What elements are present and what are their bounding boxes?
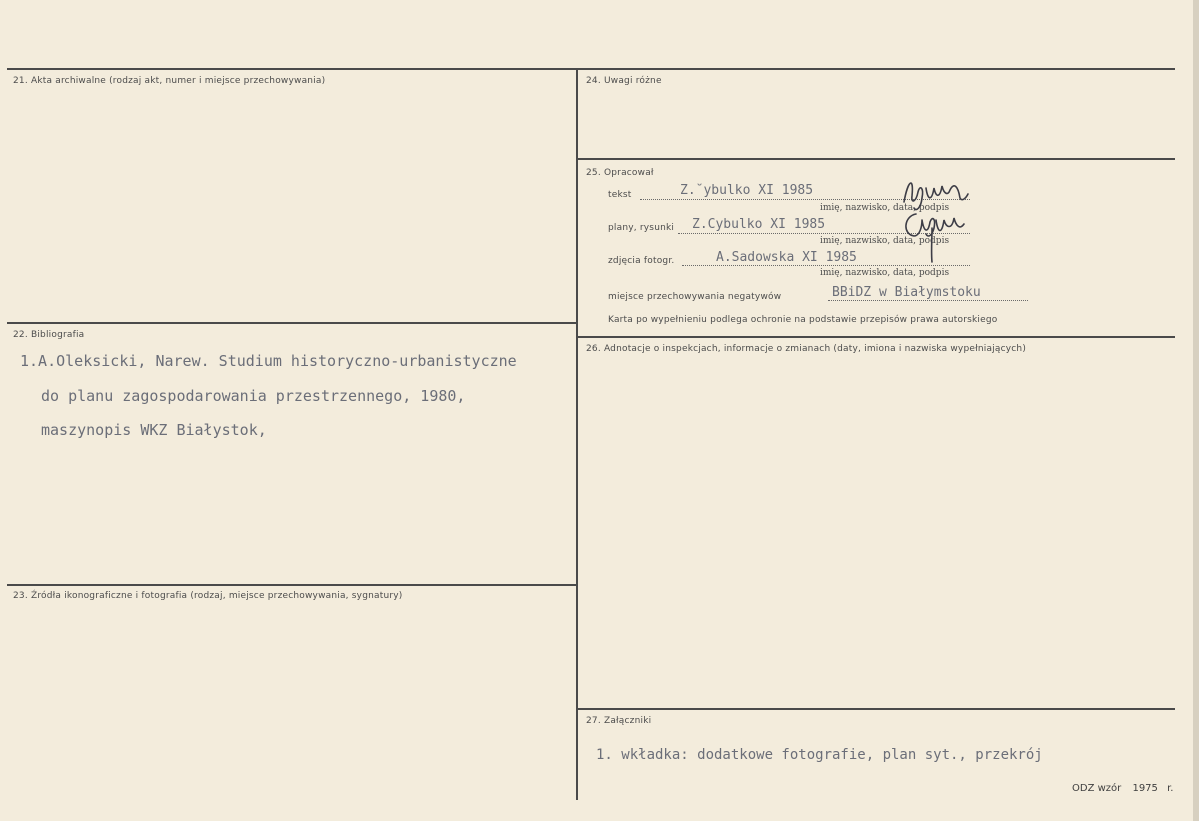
divider-22-23 xyxy=(7,584,576,586)
form-code xyxy=(1072,783,1173,794)
divider-21-22 xyxy=(7,322,576,324)
copyright-note: Karta po wypełnieniu podlega ochronie na podstawie przepisów prawa autorskiego xyxy=(608,315,998,325)
zdjecia-caption: imię, nazwisko, data, podpis xyxy=(820,268,950,278)
section-25-label: 25. Opracował xyxy=(586,168,654,178)
section-22-label: 22. Bibliografia xyxy=(13,330,85,340)
tekst-label: tekst xyxy=(608,190,632,200)
attachment-item-1: 1. wkładka: dodatkowe fotografie, plan syt., przekrój xyxy=(596,747,1043,763)
tekst-caption: imię, nazwisko, data, podpis xyxy=(820,203,950,213)
bibliography-line-1: 1.A.Oleksicki, Narew. Studium historyczno-urbanistyczne xyxy=(20,352,517,370)
form-code-label: ODZ wzór xyxy=(1072,783,1122,794)
section-23-label: 23. Źródła ikonograficzne i fotografia (rodzaj, miejsce przechowywania, sygnatury) xyxy=(13,591,403,601)
divider-25-26 xyxy=(578,336,1175,338)
section-26-label: 26. Adnotacje o inspekcjach, informacje o zmianach (daty, imiona i nazwiska wypełniających) xyxy=(586,344,1027,354)
section-21-label: 21. Akta archiwalne (rodzaj akt, numer i miejsce przechowywania) xyxy=(13,76,326,86)
top-border xyxy=(7,68,1175,70)
plany-value: Z.Cybulko XI 1985 xyxy=(692,217,826,232)
divider-26-27 xyxy=(578,708,1175,710)
negatywy-line xyxy=(828,300,1028,301)
negatywy-label: miejsce przechowywania negatywów xyxy=(608,292,782,302)
section-24-label: 24. Uwagi różne xyxy=(586,76,662,86)
tekst-value: Z.˘ybulko XI 1985 xyxy=(680,183,814,198)
divider-24-25 xyxy=(578,158,1175,160)
negatywy-value: BBiDZ w Białymstoku xyxy=(832,285,981,300)
plany-label: plany, rysunki xyxy=(608,223,675,233)
zdjecia-label: zdjęcia fotogr. xyxy=(608,256,675,266)
section-27-label: 27. Załączniki xyxy=(586,716,652,726)
center-divider xyxy=(576,68,578,800)
form-year: 1975 xyxy=(1132,783,1158,794)
zdjecia-value: A.Sadowska XI 1985 xyxy=(716,250,857,265)
card-edge xyxy=(1193,0,1199,821)
signature-plany xyxy=(898,206,978,266)
bibliography-line-2: do planu zagospodarowania przestrzennego, 1980, xyxy=(41,387,466,405)
plany-caption: imię, nazwisko, data, podpis xyxy=(820,236,950,246)
bibliography-line-3: maszynopis WKZ Białystok, xyxy=(41,421,267,439)
form-year-suffix: r. xyxy=(1167,783,1174,794)
